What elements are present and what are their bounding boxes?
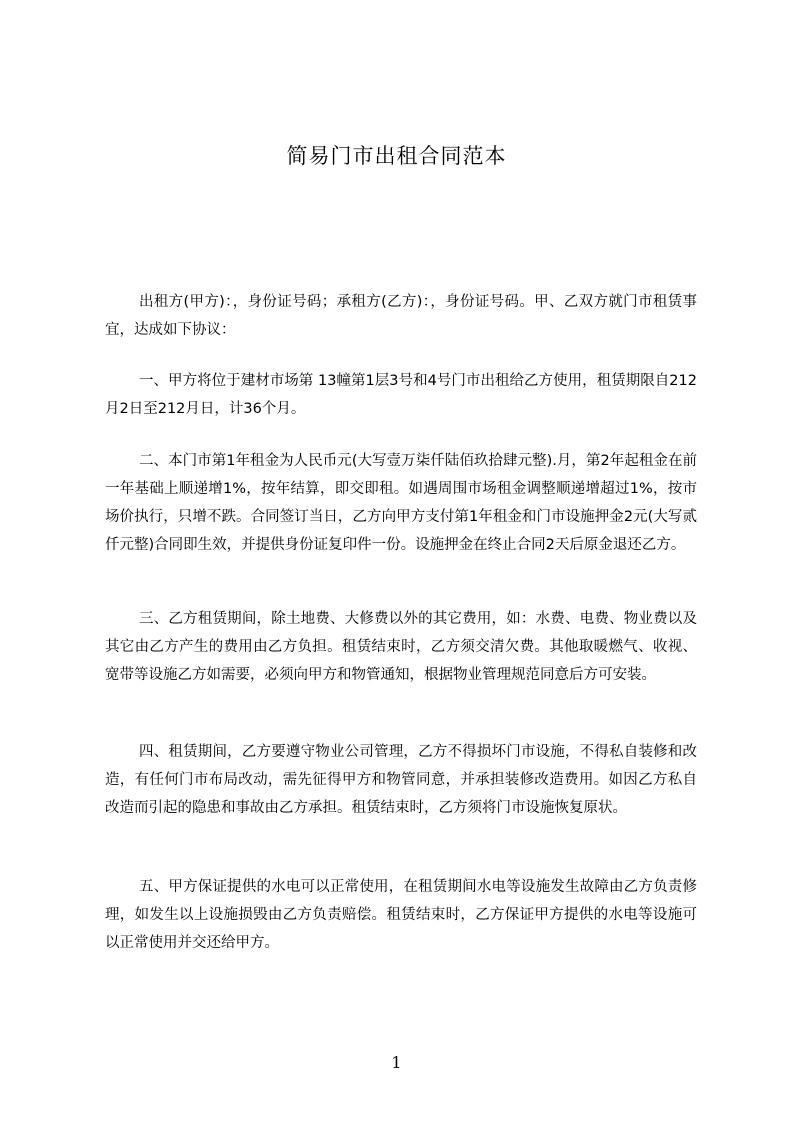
paragraph-clause-2: 二、本门市第1年租金为人民币元(大写壹万柒仟陆佰玖拾肆元整).月，第2年起租金在前一年基础上顺递增1%，按年结算，即交即租。如遇周围市场租金调整顺递增超过1%，按市场价执行，只增不跌。合同签订当日，乙方向甲方支付第1年租金和门市设施押金2元(大写贰仟元整)合同即生效，并提供身份证复印件一份。设施押金在终止合同2天后原金退还乙方。 (105, 453, 697, 553)
paragraph-clause-5: 五、甲方保证提供的水电可以正常使用，在租赁期间水电等设施发生故障由乙方负责修理，如发生以上设施损毁由乙方负责赔偿。租赁结束时，乙方保证甲方提供的水电等设施可以正常使用并交还给甲方。 (105, 879, 697, 951)
paragraph-clause-1: 一、甲方将位于建材市场第 13幢第1层3号和4号门市出租给乙方使用，租赁期限自212月2日至212月日，计36个月。 (105, 373, 697, 417)
paragraph-preamble: 出租方(甲方)：，身份证号码；承租方(乙方)：，身份证号码。甲、乙双方就门市租赁事宜，达成如下协议： (105, 294, 697, 338)
page-number: 1 (391, 1053, 402, 1072)
document-title: 简易门市出租合同范本 (286, 144, 507, 168)
paragraph-clause-3: 三、乙方租赁期间，除土地费、大修费以外的其它费用，如：水费、电费、物业费以及其它由乙方产生的费用由乙方负担。租赁结束时，乙方须交清欠费。其他取暖燃气、收视、宽带等设施乙方如需要，必须向甲方和物管通知，根据物业管理规范同意后方可安装。 (105, 611, 697, 683)
paragraph-clause-4: 四、租赁期间，乙方要遵守物业公司管理，乙方不得损坏门市设施，不得私自装修和改造，有任何门市布局改动，需先征得甲方和物管同意，并承担装修改造费用。如因乙方私自改造而引起的隐患和事故由乙方承担。租赁结束时，乙方须将门市设施恢复原状。 (105, 744, 697, 816)
